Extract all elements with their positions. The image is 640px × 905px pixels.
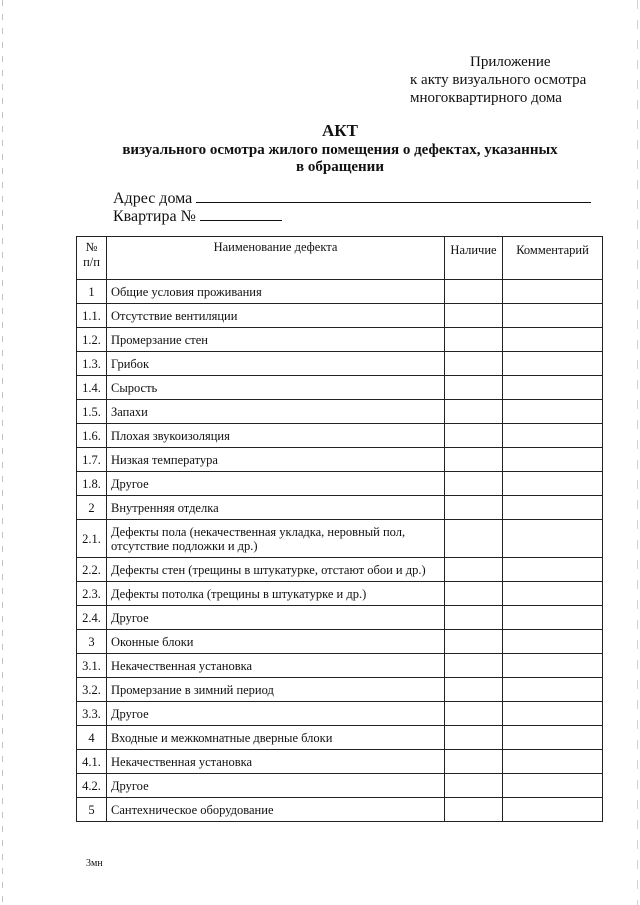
table-row [77, 400, 603, 424]
row-presence-cell[interactable] [445, 304, 503, 328]
row-comment-cell[interactable] [503, 606, 603, 630]
row-presence-cell[interactable] [445, 520, 503, 558]
header-defect-name: Наименование дефекта [107, 237, 445, 280]
footer-mark: 3мн [86, 858, 103, 869]
table-row [77, 376, 603, 400]
row-presence-cell[interactable] [445, 280, 503, 304]
row-number: 4.2. [77, 774, 107, 798]
appendix-line-1: Приложение [470, 54, 551, 70]
row-number: 1.6. [77, 424, 107, 448]
row-defect-name: Общие условия проживания [107, 280, 445, 304]
table-row [77, 798, 603, 822]
row-presence-cell[interactable] [445, 798, 503, 822]
row-comment-cell[interactable] [503, 558, 603, 582]
row-number: 1.7. [77, 448, 107, 472]
row-number: 1 [77, 280, 107, 304]
row-comment-cell[interactable] [503, 472, 603, 496]
row-presence-cell[interactable] [445, 352, 503, 376]
row-defect-name: Некачественная установка [107, 654, 445, 678]
row-defect-name: Внутренняя отделка [107, 496, 445, 520]
row-number: 1.1. [77, 304, 107, 328]
row-number: 1.3. [77, 352, 107, 376]
row-presence-cell[interactable] [445, 558, 503, 582]
row-presence-cell[interactable] [445, 376, 503, 400]
row-number: 1.8. [77, 472, 107, 496]
row-number: 4.1. [77, 750, 107, 774]
row-defect-name: Дефекты пола (некачественная укладка, неровный пол, отсутствие подложки и др.) [107, 520, 445, 558]
table-header-row [77, 237, 603, 280]
header-comment: Комментарий [503, 237, 603, 280]
row-comment-cell[interactable] [503, 750, 603, 774]
table-row [77, 472, 603, 496]
row-presence-cell[interactable] [445, 630, 503, 654]
appendix-note [410, 53, 630, 107]
row-number: 1.4. [77, 376, 107, 400]
row-comment-cell[interactable] [503, 678, 603, 702]
row-comment-cell[interactable] [503, 630, 603, 654]
row-comment-cell[interactable] [503, 496, 603, 520]
row-number: 4 [77, 726, 107, 750]
row-presence-cell[interactable] [445, 750, 503, 774]
row-comment-cell[interactable] [503, 726, 603, 750]
document-title: АКТ [322, 121, 358, 140]
house-address-field [113, 190, 591, 208]
row-defect-name: Другое [107, 606, 445, 630]
row-number: 3.3. [77, 702, 107, 726]
defects-table [76, 236, 603, 822]
table-row [77, 328, 603, 352]
house-address-label: Адрес дома [113, 190, 193, 207]
row-presence-cell[interactable] [445, 654, 503, 678]
row-presence-cell[interactable] [445, 400, 503, 424]
row-comment-cell[interactable] [503, 304, 603, 328]
row-number: 1.2. [77, 328, 107, 352]
row-presence-cell[interactable] [445, 774, 503, 798]
row-comment-cell[interactable] [503, 448, 603, 472]
table-row [77, 606, 603, 630]
apartment-label: Квартира № [113, 208, 196, 225]
appendix-line-2: к акту визуального осмотра [410, 72, 587, 88]
row-comment-cell[interactable] [503, 352, 603, 376]
row-number: 1.5. [77, 400, 107, 424]
table-row [77, 774, 603, 798]
subtitle-line-2: в обращении [296, 159, 384, 175]
header-presence: Наличие [445, 237, 503, 280]
row-defect-name: Отсутствие вентиляции [107, 304, 445, 328]
row-defect-name: Дефекты стен (трещины в штукатурке, отстают обои и др.) [107, 558, 445, 582]
row-number: 2.3. [77, 582, 107, 606]
appendix-line-3: многоквартирного дома [410, 90, 562, 106]
row-defect-name: Некачественная установка [107, 750, 445, 774]
row-comment-cell[interactable] [503, 400, 603, 424]
row-presence-cell[interactable] [445, 678, 503, 702]
row-number: 2.1. [77, 520, 107, 558]
row-number: 2 [77, 496, 107, 520]
table-row [77, 558, 603, 582]
row-comment-cell[interactable] [503, 328, 603, 352]
apartment-blank [200, 208, 282, 221]
table-row [77, 630, 603, 654]
house-address-blank [196, 190, 591, 203]
row-defect-name: Промерзание стен [107, 328, 445, 352]
row-comment-cell[interactable] [503, 280, 603, 304]
row-defect-name: Запахи [107, 400, 445, 424]
row-presence-cell[interactable] [445, 606, 503, 630]
row-comment-cell[interactable] [503, 424, 603, 448]
table-row [77, 702, 603, 726]
row-comment-cell[interactable] [503, 654, 603, 678]
row-defect-name: Сантехническое оборудование [107, 798, 445, 822]
row-comment-cell[interactable] [503, 376, 603, 400]
row-defect-name: Дефекты потолка (трещины в штукатурке и др.) [107, 582, 445, 606]
row-defect-name: Оконные блоки [107, 630, 445, 654]
row-presence-cell[interactable] [445, 448, 503, 472]
row-comment-cell[interactable] [503, 774, 603, 798]
table-row [77, 424, 603, 448]
scan-edge-left [2, 0, 3, 905]
table-row [77, 280, 603, 304]
row-number: 3.2. [77, 678, 107, 702]
row-defect-name: Плохая звукоизоляция [107, 424, 445, 448]
row-defect-name: Входные и межкомнатные дверные блоки [107, 726, 445, 750]
row-number: 2.2. [77, 558, 107, 582]
row-presence-cell[interactable] [445, 328, 503, 352]
row-presence-cell[interactable] [445, 496, 503, 520]
table-row [77, 726, 603, 750]
row-presence-cell[interactable] [445, 726, 503, 750]
table-row [77, 352, 603, 376]
table-row [77, 582, 603, 606]
table-row [77, 520, 603, 558]
row-number: 5 [77, 798, 107, 822]
row-defect-name: Грибок [107, 352, 445, 376]
subtitle-line-1: визуального осмотра жилого помещения о дефектах, указанных [122, 142, 558, 158]
table-row [77, 654, 603, 678]
table-row [77, 496, 603, 520]
row-defect-name: Низкая температура [107, 448, 445, 472]
document-subtitle [60, 142, 620, 176]
row-number: 3 [77, 630, 107, 654]
row-presence-cell[interactable] [445, 424, 503, 448]
row-presence-cell[interactable] [445, 472, 503, 496]
row-defect-name: Промерзание в зимний период [107, 678, 445, 702]
row-defect-name: Сырость [107, 376, 445, 400]
row-defect-name: Другое [107, 702, 445, 726]
row-defect-name: Другое [107, 472, 445, 496]
row-comment-cell[interactable] [503, 702, 603, 726]
table-row [77, 678, 603, 702]
table-row [77, 304, 603, 328]
apartment-field [113, 208, 282, 226]
scan-edge-right [637, 0, 638, 905]
row-number: 3.1. [77, 654, 107, 678]
row-presence-cell[interactable] [445, 582, 503, 606]
row-comment-cell[interactable] [503, 520, 603, 558]
row-comment-cell[interactable] [503, 798, 603, 822]
table-row [77, 448, 603, 472]
header-num: № п/п [77, 237, 107, 280]
row-defect-name: Другое [107, 774, 445, 798]
row-presence-cell[interactable] [445, 702, 503, 726]
row-comment-cell[interactable] [503, 582, 603, 606]
table-row [77, 750, 603, 774]
row-number: 2.4. [77, 606, 107, 630]
